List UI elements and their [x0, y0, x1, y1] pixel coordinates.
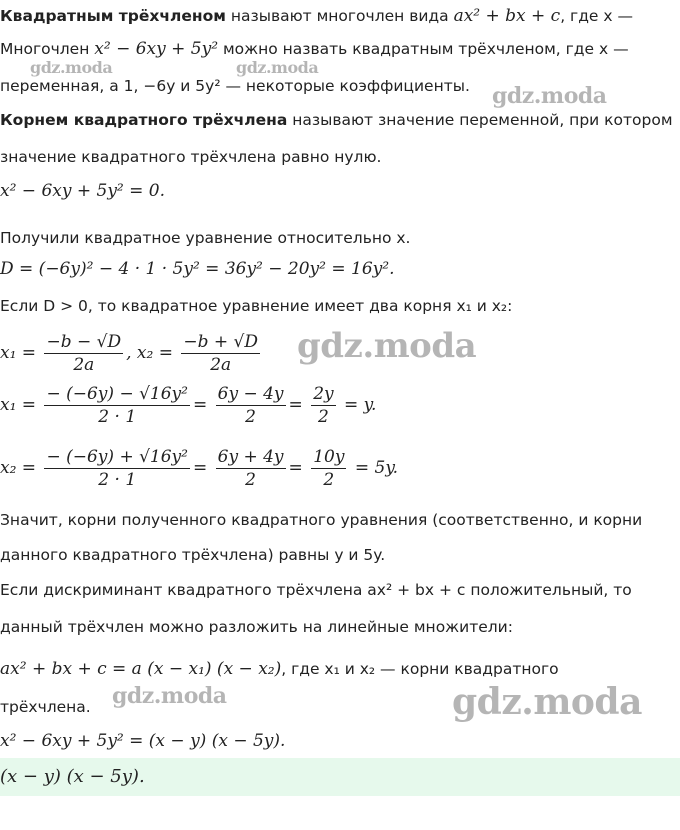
example-line	[0, 39, 629, 59]
root2-computation: x₂ = $\frac{\text{− (−6y) + √16y²}}{2 \cdot 1}$ = $\frac{6y + 4y}{2}$ = $\frac{10y}{2}$ = 5y.	[0, 447, 399, 490]
definition-line-2	[0, 110, 673, 130]
denominator: 2	[318, 407, 329, 427]
factored-expression: x² − 6xy + 5y² = (x − y) (x − 5y).	[0, 731, 286, 751]
text: называют значение переменной, при котором	[287, 111, 673, 129]
denominator: 2a	[210, 355, 232, 375]
fraction	[181, 332, 260, 375]
text: , где x —	[560, 7, 633, 25]
fraction	[44, 332, 123, 375]
fraction	[311, 384, 335, 427]
numerator: 2y	[313, 384, 334, 404]
two-roots-line: Если D > 0, то квадратное уравнение имеет два корня x₁ и x₂:	[0, 297, 513, 315]
text: можно назвать квадратным трёхчленом, где x —	[218, 40, 629, 58]
fraction	[216, 384, 286, 427]
formula: x² − 6xy + 5y²	[94, 39, 219, 59]
denominator: 2 · 1	[98, 470, 137, 490]
denominator: 2	[245, 470, 256, 490]
answer-highlight	[0, 758, 680, 796]
positive-disc-line-1: Если дискриминант квадратного трёхчлена ax² + bx + c положительный, то	[0, 581, 632, 599]
received-line: Получили квадратное уравнение относительно x.	[0, 229, 411, 247]
denominator: 2 · 1	[98, 407, 137, 427]
quadratic-equation: x² − 6xy + 5y² = 0.	[0, 181, 166, 201]
term-bold: Корнем квадратного трёхчлена	[0, 111, 288, 129]
watermark: gdz.moda	[492, 83, 607, 109]
formula: ax² + bx + c = a (x − x₁) (x − x₂)	[0, 659, 282, 679]
label: x₁ =	[0, 395, 37, 415]
watermark: gdz.moda	[30, 58, 113, 77]
fraction	[44, 447, 190, 490]
text: значение квадратного трёхчлена равно нулю.	[0, 148, 382, 166]
formula: ax² + bx + c	[453, 6, 561, 26]
watermark: gdz.moda	[112, 683, 227, 709]
denominator: 2a	[73, 355, 95, 375]
numerator: 6y + 4y	[217, 447, 284, 467]
answer-text: (x − y) (x − 5y).	[0, 766, 145, 787]
result: = 5y.	[354, 458, 399, 478]
positive-disc-line-2: данный трёхчлен можно разложить на линейные множители:	[0, 618, 513, 636]
fraction	[44, 384, 190, 427]
text: переменная, а 1, −6y и 5y² — некоторые коэффициенты.	[0, 77, 470, 95]
definition-line-1	[0, 6, 633, 26]
label: x₂ =	[0, 458, 37, 478]
numerator: − (−6y) + √16y²	[46, 447, 188, 467]
label: , x₂ =	[126, 343, 173, 363]
watermark: gdz.moda	[236, 58, 319, 77]
fraction	[311, 447, 346, 490]
conclusion-line-1: Значит, корни полученного квадратного уравнения (соответственно, и корни	[0, 511, 643, 529]
numerator: −b + √D	[183, 332, 259, 352]
conclusion-line-2: данного квадратного трёхчлена) равны y и 5y.	[0, 546, 386, 564]
watermark: gdz.moda	[452, 681, 642, 723]
text: Многочлен	[0, 40, 95, 58]
factor-formula-line	[0, 659, 559, 679]
definition-line-2b	[0, 147, 381, 167]
denominator: 2	[245, 407, 256, 427]
text: , где x₁ и x₂ — корни квадратного	[281, 660, 559, 678]
term-bold: Квадратным трёхчленом	[0, 7, 226, 25]
coefficients-line	[0, 76, 470, 96]
numerator: 6y − 4y	[217, 384, 284, 404]
discriminant-line: D = (−6y)² − 4 · 1 · 5y² = 36y² − 20y² = 16y².	[0, 259, 395, 279]
denominator: 2	[323, 470, 335, 490]
fraction	[216, 447, 286, 490]
numerator: −b − √D	[46, 332, 122, 352]
root1-computation: x₁ = $\frac{\text{− (−6y) − √16y²}}{2 \cdot 1}$ = $\frac{6y - 4y}{2}$ = $\frac{2y}{2}$ = y.	[0, 384, 377, 427]
numerator: 10y	[313, 447, 345, 467]
text: называют многочлен вида	[225, 7, 454, 25]
factor-formula-line-2: трёхчлена.	[0, 698, 91, 716]
watermark: gdz.moda	[297, 326, 477, 366]
roots-general-formula	[0, 332, 263, 375]
label: x₁ =	[0, 343, 37, 363]
result: = y.	[344, 395, 377, 415]
numerator: − (−6y) − √16y²	[46, 384, 188, 404]
